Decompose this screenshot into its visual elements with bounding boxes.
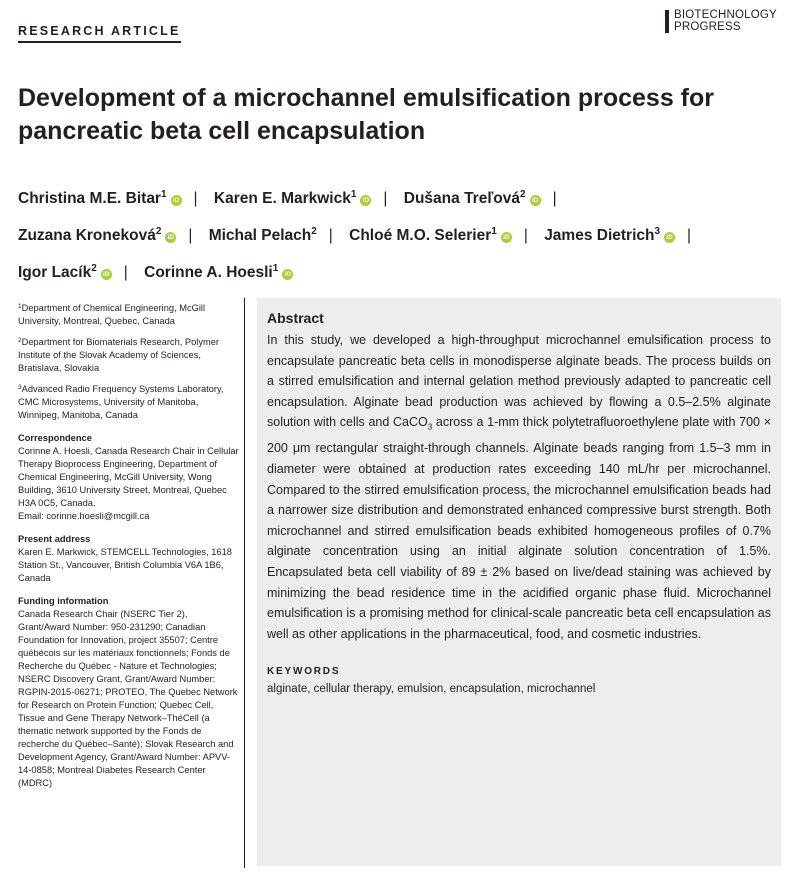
journal-logo-bar [665, 10, 669, 33]
author-name: Chloé M.O. Selerier [349, 227, 492, 244]
keywords-text: alginate, cellular therapy, emulsion, encapsulation, microchannel [267, 683, 596, 696]
author-affiliation-mark: 1 [160, 189, 167, 200]
author-name: Christina M.E. Bitar [18, 190, 161, 207]
author-separator: | [687, 227, 692, 244]
article-info-sidebar [18, 300, 240, 790]
orcid-icon[interactable]: iD [101, 269, 112, 280]
author-name: Karen E. Markwick [213, 190, 351, 207]
author[interactable] [18, 264, 112, 281]
author-affiliation-mark: 1 [491, 226, 497, 237]
orcid-icon[interactable]: iD [171, 195, 182, 206]
author-affiliation-mark: 2 [91, 263, 97, 274]
abstract-text [267, 330, 771, 644]
orcid-icon[interactable]: iD [360, 195, 371, 206]
affiliation-text: Department for Biomaterials Research, Polymer Institute of the Slovak Academy of Sciences, Bratislava, Slovakia [18, 337, 219, 373]
author-separator: | [383, 190, 388, 207]
article-type: RESEARCH ARTICLE [18, 24, 181, 43]
abstract-subscript: 3 [427, 422, 433, 432]
author[interactable] [209, 227, 317, 244]
author-name: Michal Pelach [208, 227, 312, 244]
column-divider [244, 298, 245, 868]
correspondence-email[interactable]: Email: corinne.hoesli@mcgill.ca [18, 511, 150, 521]
author[interactable] [18, 190, 182, 207]
funding-heading: Funding information [18, 596, 109, 606]
affiliation-number: 1 [18, 303, 22, 310]
author-separator: | [188, 227, 193, 244]
author-affiliation-mark: 2 [155, 226, 162, 237]
author-separator: | [193, 190, 198, 207]
author-affiliation-mark: 1 [272, 263, 279, 274]
present-address-heading: Present address [18, 534, 91, 544]
author-name: Dušana Treľová [403, 190, 521, 207]
article-type-header [18, 22, 181, 43]
author[interactable] [214, 190, 372, 207]
author-affiliation-mark: 2 [311, 226, 317, 237]
author-separator: | [552, 190, 557, 207]
affiliation [18, 300, 240, 328]
keywords-heading: KEYWORDS [267, 666, 341, 678]
affiliation [18, 334, 240, 375]
orcid-icon[interactable]: iD [165, 232, 176, 243]
author-name: Igor Lacík [18, 264, 92, 281]
affiliation [18, 381, 240, 422]
present-address-text: Karen E. Markwick, STEMCELL Technologies, 1618 Station St., Vancouver, British Columbia V6A 1B6, Canada [18, 547, 232, 583]
funding-text: Canada Research Chair (NSERC Tier 2), Grant/Award Number: 950-231290; Canadian Foundation for Innovation, project 35507; Centre québécois sur les matériaux fonctionnels; Fonds de Recherche du Québec - Nature et Technologies; NSERC Discovery Grant, Grant/Award Number: RGPIN-2015-06271; PROTEO, The Quebec Network for Research on Protein Function; Quebec Cell, Tissue and Gene Therapy Network–ThéCell (a thematic network supported by the Fonds de recherche du Québec–Santé); Slovak Research and Development Agency, Grant/Award Number: APVV-14-0858; Montreal Diabetes Research Center (MDRC) [18, 609, 238, 788]
affiliation-number: 2 [18, 337, 22, 344]
abstract-box [257, 298, 781, 866]
author-affiliation-mark: 2 [520, 189, 526, 200]
abstract-heading: Abstract [267, 310, 324, 326]
author-name: Zuzana Kroneková [18, 227, 156, 244]
affiliation-text: Advanced Radio Frequency Systems Laboratory, CMC Microsystems, University of Manitoba, Winnipeg, Manitoba, Canada [18, 384, 224, 420]
journal-name [674, 10, 777, 33]
author[interactable] [349, 227, 512, 244]
author-separator: | [523, 227, 528, 244]
affiliation-text: Department of Chemical Engineering, McGill University, Montreal, Quebec, Canada [18, 303, 206, 326]
author[interactable] [18, 227, 176, 244]
author-separator: | [328, 227, 333, 244]
author[interactable] [144, 264, 293, 281]
author[interactable] [544, 227, 675, 244]
author-name: James Dietrich [544, 227, 655, 244]
author-name: Corinne A. Hoesli [144, 264, 273, 281]
article-title: Development of a microchannel emulsification process for pancreatic beta cell encapsulation [18, 84, 715, 145]
author[interactable] [404, 190, 541, 207]
journal-name-line1: BIOTECHNOLOGY [674, 9, 777, 21]
journal-logo [665, 10, 777, 33]
orcid-icon[interactable]: iD [664, 232, 675, 243]
author-affiliation-mark: 3 [654, 226, 661, 237]
orcid-icon[interactable]: iD [530, 195, 541, 206]
abstract-text-part1: In this study, we developed a high-throughput microchannel emulsification process to encapsulate pancreatic beta cells in monodisperse alginate beads. The process builds on a stirred emulsification and internal gelation method previously adapted to pancreatic cell encapsulation. Alginate bead production was achieved by flowing a 0.5–2.5% alginate solution with cells and CaCO [267, 333, 771, 430]
author-affiliation-mark: 1 [350, 189, 357, 200]
affiliation-number: 3 [18, 384, 22, 391]
orcid-icon[interactable]: iD [282, 269, 293, 280]
author-separator: | [123, 264, 128, 281]
author-list [18, 178, 778, 289]
abstract-text-part2: across a 1-mm thick polytetrafluoroethylene plate with 700 × 200 μm rectangular straight-through channels. Alginate beads ranging from 1.5–3 mm in diameter were obtained at production rates exceeding 140 mL/hr per microchannel. Compared to the stirred emulsification process, the microchannel emulsification beads had a narrower size distribution and demonstrated enhanced compressive burst strength. Both microchannel and stirred emulsification beads exhibited homogeneous profiles of 0.7% alginate concentration using an initial alginate solution concentration of 1.5%. Encapsulated beta cell viability of 89 ± 2% based on live/dead staining was achieved by minimizing the bead residence time in the acidified organic phase fluid. Microchannel emulsification is a promising method for clinical-scale pancreatic beta cell encapsulation as well as other applications in the pharmaceutical, food, and cosmetic industries. [267, 415, 771, 641]
orcid-icon[interactable]: iD [501, 232, 512, 243]
correspondence-text: Corinne A. Hoesli, Canada Research Chair in Cellular Therapy Bioprocess Engineering, Department of Chemical Engineering, McGill University, Wong Building, 3610 University Street, Montreal, Quebec H3A 0C5, Canada. [18, 446, 239, 508]
journal-name-line2: PROGRESS [674, 20, 741, 33]
correspondence-heading: Correspondence [18, 433, 92, 443]
